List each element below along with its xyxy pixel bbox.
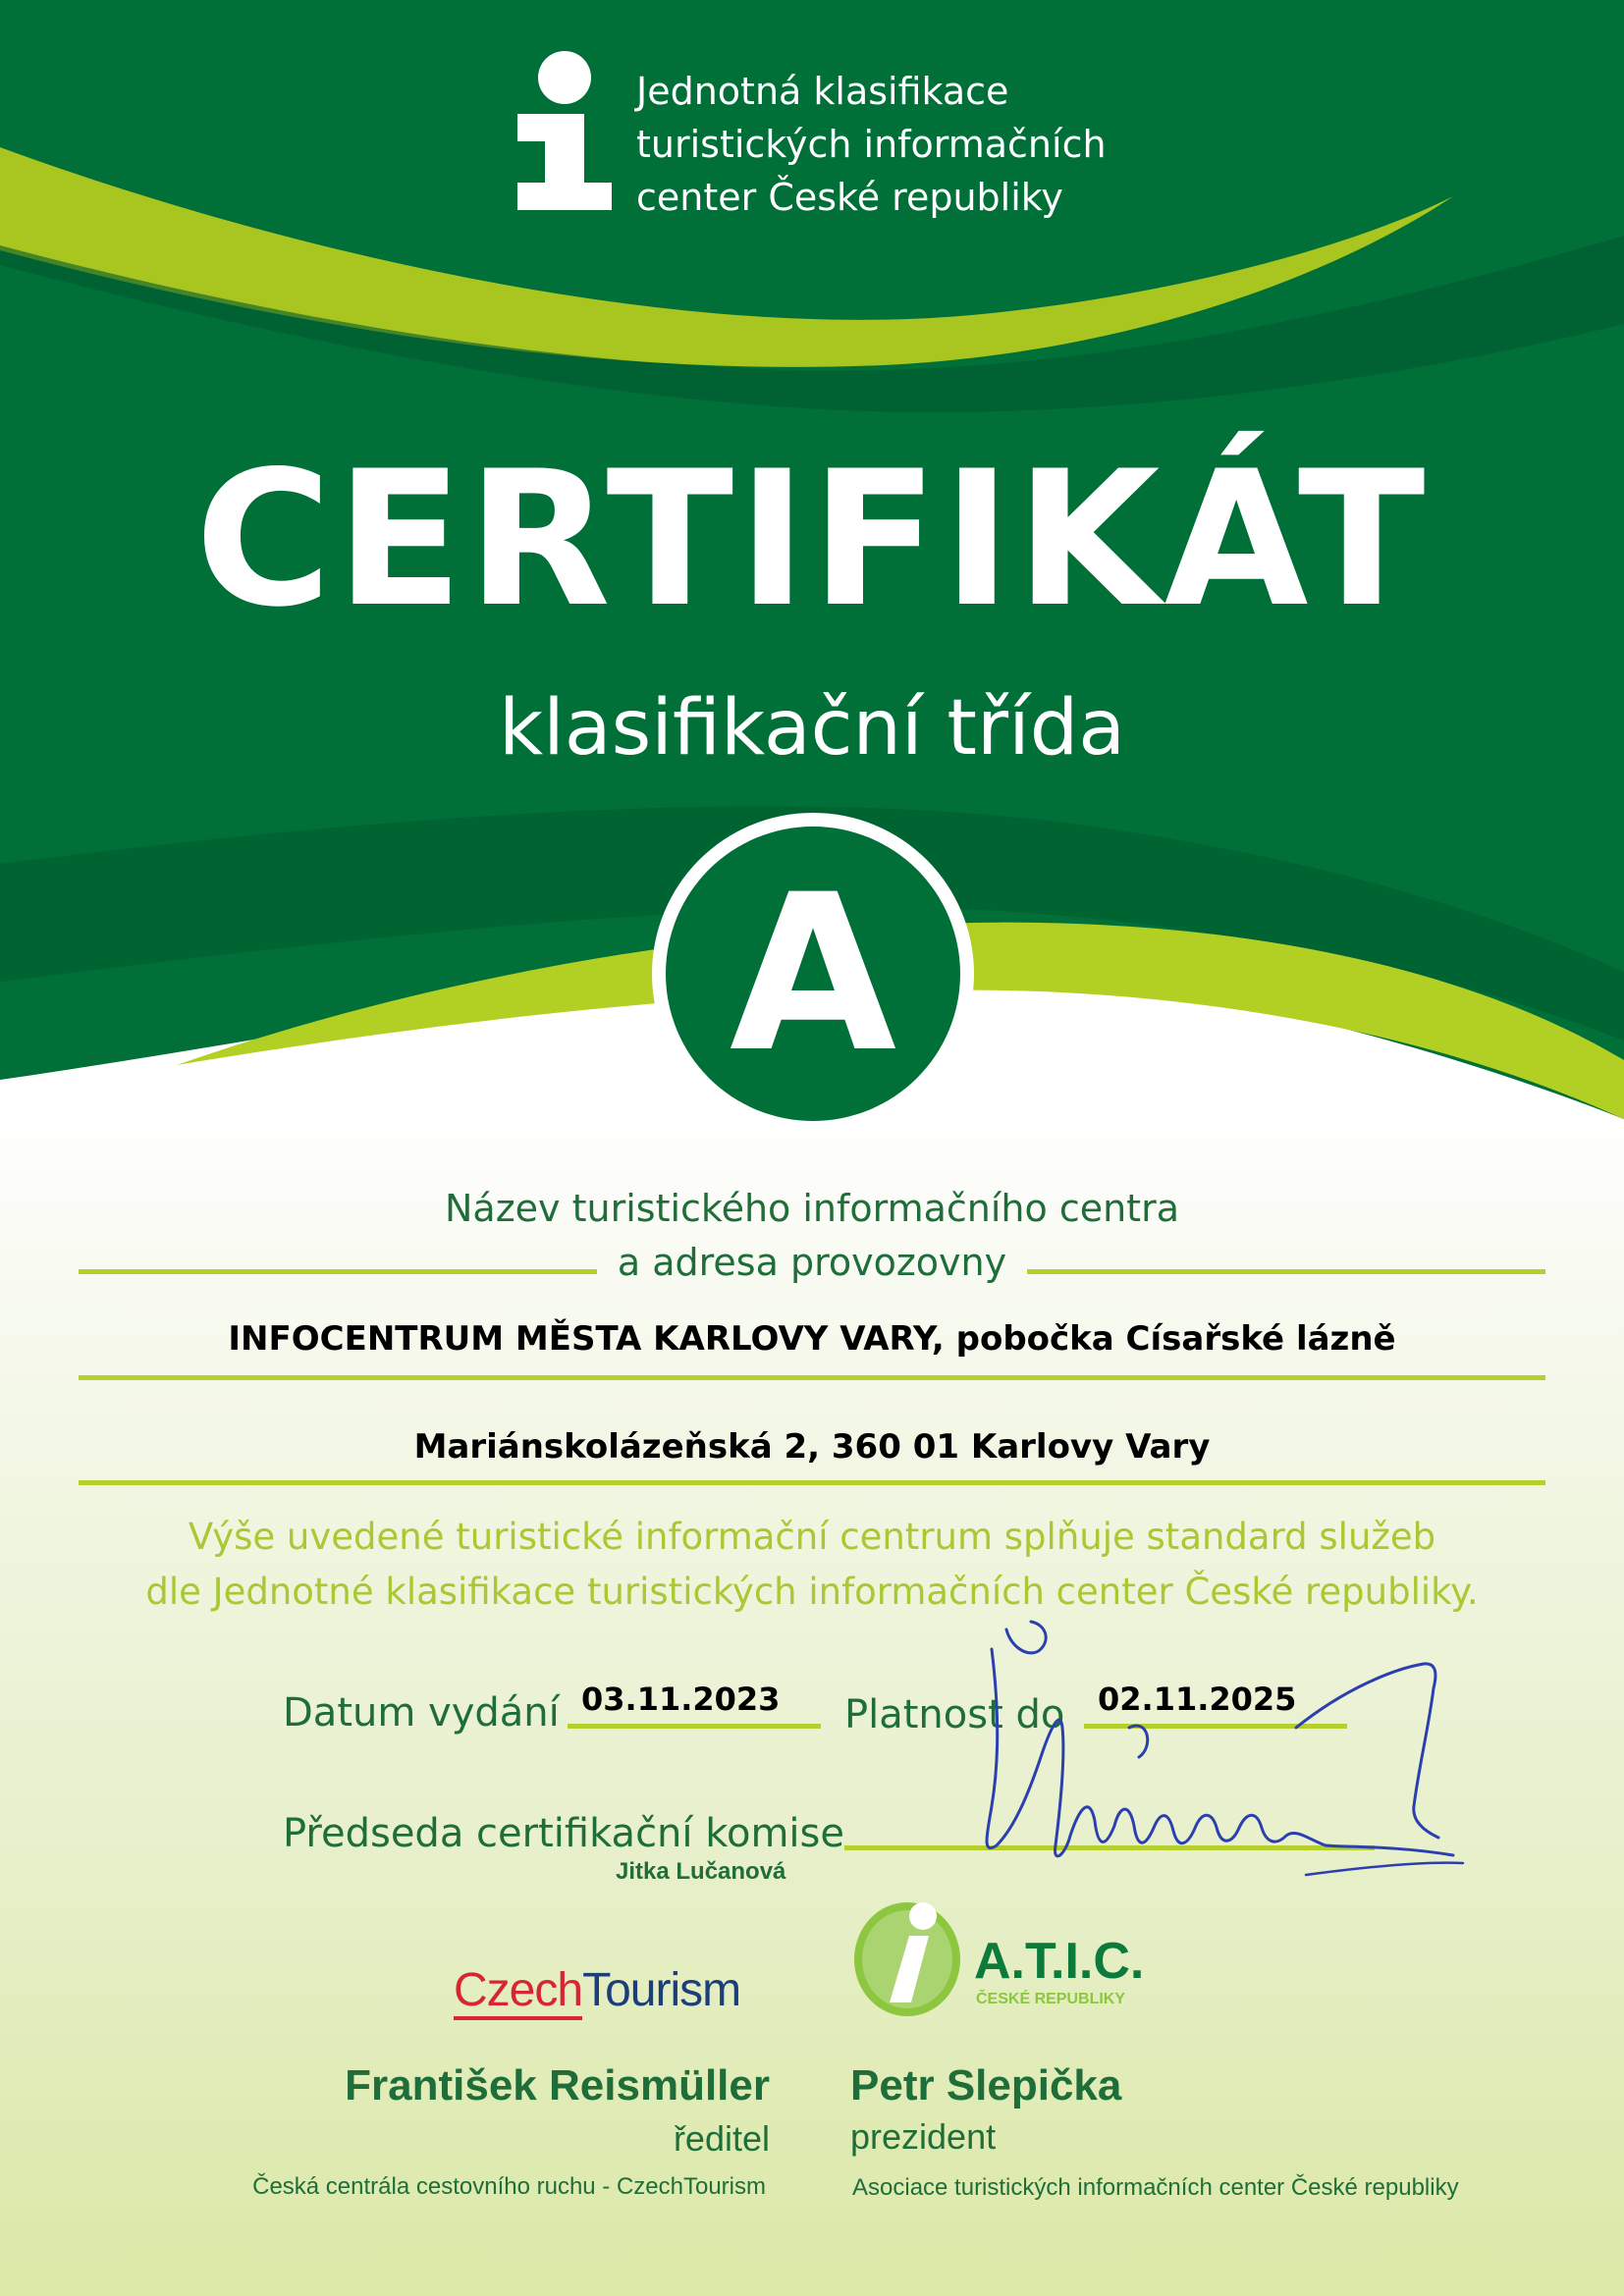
left-signatory-name: František Reismüller [345,2061,770,2109]
committee-chair-name: Jitka Lučanová [616,1858,786,1885]
center-name: INFOCENTRUM MĚSTA KARLOVY VARY, pobočka Císařské lázně [228,1319,1396,1359]
label-divider-right [1027,1269,1545,1274]
center-name-underline [79,1375,1545,1380]
field-label-line-2: a adresa provozovny [617,1241,1007,1284]
right-signatory-org: Asociace turistických informačních center České republiky [852,2174,1459,2201]
issue-date-value: 03.11.2023 [581,1681,781,1718]
left-signatory-org: Česká centrála cestovního ruchu - CzechTourism [252,2173,766,2200]
atic-logo-subtext: ČESKÉ REPUBLIKY [976,1991,1126,2007]
header-line-2: turistických informačních [636,123,1107,166]
header-line-3: center České republiky [636,176,1063,219]
issue-date-line [568,1724,821,1729]
validity-label: Platnost do [844,1692,1065,1737]
statement-line-1: Výše uvedené turistické informační centrum splňuje standard služeb [188,1516,1436,1558]
atic-logo-text: A.T.I.C. [974,1933,1145,1990]
center-address: Mariánskolázeňská 2, 360 01 Karlovy Vary [413,1427,1211,1467]
validity-value: 02.11.2025 [1098,1681,1297,1718]
statement-line-2: dle Jednotné klasifikace turistických informačních center České republiky. [145,1571,1479,1613]
right-signatory-role: prezident [850,2116,997,2157]
handwritten-signature [972,1610,1483,1904]
certificate-title: CERTIFIKÁT [194,431,1430,648]
grade-letter: A [666,827,960,1121]
header-line-1: Jednotná klasifikace [636,70,1009,113]
czechtourism-logo-czech: Czech [454,1964,582,2020]
label-divider-left [79,1269,597,1274]
info-i-icon [515,51,614,213]
committee-label: Předseda certifikační komise [283,1811,844,1856]
grade-badge [652,813,974,1135]
left-signatory-role: ředitel [673,2118,770,2159]
atic-i-icon [852,1895,968,2020]
issue-date-label: Datum vydání [283,1690,560,1735]
czechtourism-logo-tourism: Tourism [582,1964,741,2016]
right-signatory-name: Petr Slepička [850,2061,1122,2109]
field-label-line-1: Název turistického informačního centra [445,1187,1179,1230]
certificate-subtitle: klasifikační třída [498,684,1126,773]
address-underline [79,1480,1545,1485]
czechtourism-logo [454,1963,740,2017]
header-organization-name [636,65,1107,224]
